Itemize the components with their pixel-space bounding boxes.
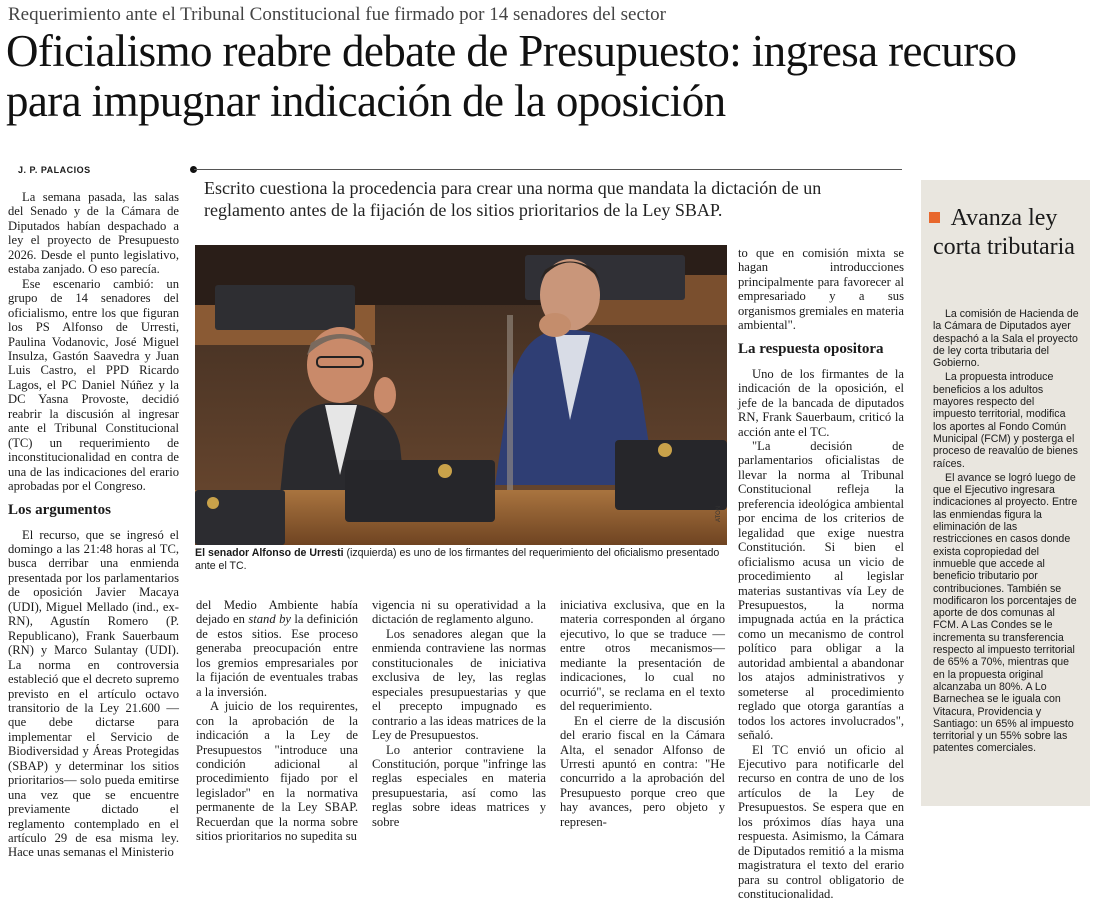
paragraph: El recurso, que se ingresó el domingo a las 21:48 horas al TC, busca derribar una enmienda presentada por los parlamentarios de oposición Javier Macaya (UDI), Miguel Mellado (ind., ex-RN), Agustín Romero (P. Republicano), Frank Sauerbaum (RN) y Marco Sulantay (UDI). La norma en controversia estableció que el decreto supremo previsto en el artículo octavo transitorio de la Ley 21.600 —que debe dictarse para implementar el Servicio de Biodiversidad y Áreas Protegidas (SBAP) y determinar los sitios prioritarios— solo pueda emitirse una vez que se encuentre previamente dictado el reglamento contemplado en el artículo 29 de esa misma ley. Hace unas semanas el Ministerio xyxy=(8,528,179,860)
paragraph xyxy=(196,598,358,699)
byline: J. P. PALACIOS xyxy=(18,165,91,175)
article-column-2 xyxy=(196,598,358,844)
article-column-1 xyxy=(8,190,179,860)
senate-photo-illustration xyxy=(195,245,727,545)
headline: Oficialismo reabre debate de Presupuesto: ingresa recurso para impugnar indicación de la oposición xyxy=(6,26,1096,126)
sidebar-title: Avanza ley corta tributaria xyxy=(929,204,1079,262)
article-column-4 xyxy=(560,598,725,829)
paragraph: vigencia ni su operatividad a la dictación de reglamento alguno. xyxy=(372,598,546,627)
article-column-3 xyxy=(372,598,546,829)
paragraph: iniciativa exclusiva, que en la materia corresponden al órgano ejecutivo, lo que se traduce —entre otros mecanismos— mediante la presentación de indicaciones, lo cual no ocurrió", se reclama en el texto del requerimiento. xyxy=(560,598,725,714)
paragraph: "La decisión de parlamentarios oficialistas de llevar la norma al Tribunal Constitucional refleja la preferencia ideológica ambiental por encima de los criterios de legalidad que exige nuestra Constitución. Si bien el oficialismo acusa un vicio de procedimiento al legislar materias sustantivas vía Ley de Presupuestos, la norma impugnada actúa en la práctica como un mecanismo de control político para obligar a la autoridad ambiental a abandonar los atajos administrativos y someterse al procedimiento reglado que otorga garantías a todos los actores involucrados", señaló. xyxy=(738,439,904,743)
article-column-5 xyxy=(738,246,904,901)
subheading-respuesta: La respuesta opositora xyxy=(738,340,904,358)
caption-bold: El senador Alfonso de Urresti xyxy=(195,547,344,559)
text-span: del Medio Ambiente había dejado en xyxy=(196,598,358,626)
paragraph: Ese escenario cambió: un grupo de 14 senadores del oficialismo, entre los que figuran los PS Alfonso de Urresti, Paulina Vodanovic, José Miguel Insulza, Gastón Saavedra y Juan Luis Castro, el PPD Ricardo Lagos, el PC Daniel Núñez y la DC Yasna Provoste, decidió reabrir la discusión al ingresar ante el Tribunal Constitucional (TC) un requerimiento de inconstitucionalidad en contra de una de las indicaciones del erario aprobadas por el Congreso. xyxy=(8,277,179,494)
subheading-argumentos: Los argumentos xyxy=(8,501,179,519)
senate-photo xyxy=(195,245,727,545)
paragraph: Uno de los firmantes de la indicación de la oposición, el jefe de la bancada de diputados RN, Frank Sauerbaum, criticó la acción ante el TC. xyxy=(738,367,904,439)
photo-credit: ATON xyxy=(716,506,722,522)
paragraph: La comisión de Hacienda de la Cámara de Diputados ayer despachó a la Sala el proyecto de ley corta tributaria del Gobierno. xyxy=(933,308,1079,369)
paragraph: En el cierre de la discusión del erario fiscal en la Cámara Alta, el senador Alfonso de Urresti apuntó en contra: "He concurrido a la aprobación del Presupuesto porque creo que hay avances, pero objeto y represen- xyxy=(560,714,725,830)
photo-caption xyxy=(195,547,725,573)
paragraph: El TC envió un oficio al Ejecutivo para notificarle del recurso en contra de uno de los artículos de la Ley de Presupuestos. Se espera que en los próximos días haya una respuesta. Asimismo, la Cámara de Diputados remitió a la misma magistratura el texto del erario para su control obligatorio de constitucionalidad. xyxy=(738,743,904,901)
paragraph: El avance se logró luego de que el Ejecutivo ingresara indicaciones al proyecto. Entre las enmiendas figura la eliminación de las restricciones en casos donde exista copropiedad del inmueble que accede al beneficio tributario por contribuciones. También se modificaron los porcentajes de aporte de dos comunas al FCM. A Las Condes se le incrementa su transferencia respecto al impuesto territorial de 65% a 70%, mientras que en la propuesta original alcanzaba un 80%. A Lo Barnechea se le iguala con Vitacura, Providencia y Santiago: un 65% al impuesto territorial y un 55% sobre las patentes comerciales. xyxy=(933,472,1079,755)
text-span: la definición de estos sitios. Ese proceso generaba preocupación entre los gremios empresariales por la fijación de eventuales trabas a la inversión. xyxy=(196,612,358,698)
paragraph: La semana pasada, las salas del Senado y de la Cámara de Diputados habían despachado a ley el proyecto de Presupuesto 2026. Desde el punto legislativo, estaba zanjado. O eso parecía. xyxy=(8,190,179,277)
sidebar-body xyxy=(933,308,1079,757)
paragraph: La propuesta introduce beneficios a los adultos mayores respecto del impuesto territorial, modifica los aportes al Fondo Común Municipal (FCM) y posterga el proceso de reavalúo de bienes raíces. xyxy=(933,371,1079,469)
caption-text: (izquierda) es uno de los firmantes del requerimiento del oficialismo presentado ante el TC. xyxy=(195,547,719,572)
kicker: Requerimiento ante el Tribunal Constitucional fue firmado por 14 senadores del sector xyxy=(8,4,1098,26)
lead-rule xyxy=(194,169,902,170)
paragraph: Lo anterior contraviene la Constitución, porque "infringe las reglas especiales en materia presupuestaria, así como las reglas sobre ideas matrices y sobre xyxy=(372,743,546,830)
paragraph: A juicio de los requirentes, con la aprobación de la indicación a la Ley de Presupuestos "introduce una condición adicional al procedimiento fijado por el legislador" en la normativa permanente de la Ley SBAP. Recuerdan que la norma sobre sitios prioritarios no supedita su xyxy=(196,699,358,844)
paragraph: Los senadores alegan que la enmienda contraviene las normas constitucionales de iniciativa exclusiva de ley, las reglas especiales presupuestarias y que el precepto impugnado es contrario a las ideas matrices de la Ley de Presupuestos. xyxy=(372,627,546,743)
paragraph: to que en comisión mixta se hagan introducciones principalmente para favorecer al empresariado y a sus organismos gremiales en materia ambiental". xyxy=(738,246,904,333)
sidebar-box xyxy=(921,180,1090,806)
lead-paragraph: Escrito cuestiona la procedencia para crear una norma que mandata la dictación de un reglamento antes de la fijación de los sitios prioritarios de la Ley SBAP. xyxy=(204,177,904,221)
italic-term: stand by xyxy=(248,612,291,626)
